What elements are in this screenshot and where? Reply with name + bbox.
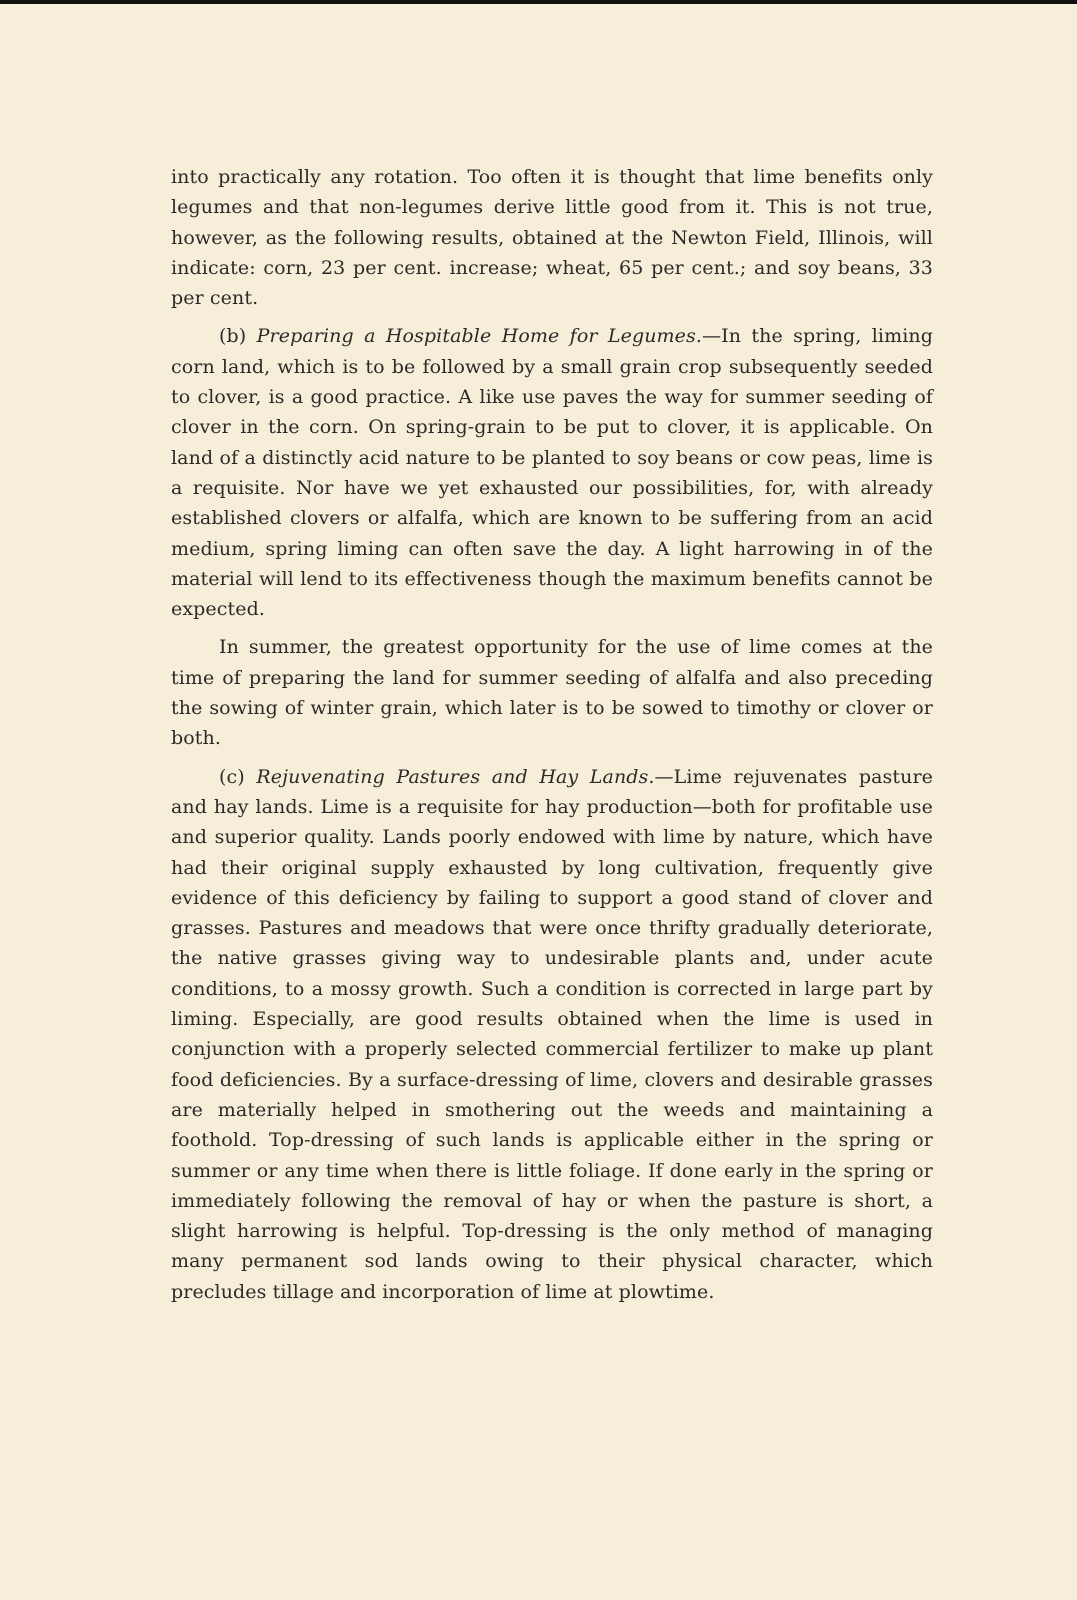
section-label: (b) xyxy=(219,325,257,348)
paragraph-text: —In the spring, liming corn land, which is to be followed by a small grain crop subsequently seeded to clover, is a good practice. A like use paves the way for summer seeding of clover in the corn. On spring-grain to be put to clover, it is applicable. On land of a distinctly acid nature to be planted to soy beans or cow peas, lime is a requisite. Nor have we yet exhausted our possibilities, for, with already established clovers or alfalfa, which are known to be suffering from an acid medium, spring liming can often save the day. A light harrowing in of the material will lend to its effectiveness though the maximum benefits cannot be expected. xyxy=(171,325,934,621)
section-label: (c) xyxy=(219,765,257,788)
paragraph-text: —Lime rejuvenates pasture and hay lands. Lime is a requisite for hay production—both for profitable use and superior quality. Lands poorly endowed with lime by nature, which have had their original supply exhausted by long cultivation, frequently give evidence of this deficiency by failing to support a good stand of clover and grasses. Pastures and meadows that were once thrifty gradually deteriorate, the native grasses giving way to undesirable plants and, under acute conditions, to a mossy growth. Such a condition is corrected in large part by liming. Especially, are good results obtained when the lime is used in conjunction with a properly selected commercial fertilizer to make up plant food deficiencies. By a surface-dressing of lime, clovers and desirable grasses are materially helped in smothering out the weeds and maintaining a foothold. Top-dressing of such lands is applicable either in the spring or summer or any time when there is little foliage. If done early in the spring or immediately following the removal of hay or when the pasture is short, a slight harrowing is helpful. Top-dressing is the only method of managing many permanent sod lands owing to their physical character, which precludes tillage and incorporation of lime at plowtime. xyxy=(171,765,933,1303)
paragraph-text: into practically any rotation. Too often it is thought that lime benefits only legumes and that non-legumes derive little good from it. This is not true, however, as the following results, obtained at the Newton Field, Illinois, will indicate: corn, 23 per cent. increase; wheat, 65 per cent.; and soy beans, 33 per cent. xyxy=(171,166,933,310)
section-heading: Preparing a Hospitable Home for Legumes. xyxy=(256,325,703,348)
paragraph-legumes xyxy=(171,321,933,624)
page-top-edge xyxy=(0,0,1077,4)
body-text xyxy=(171,162,933,1315)
paragraph-summer xyxy=(171,632,933,753)
section-heading: Rejuvenating Pastures and Hay Lands. xyxy=(256,765,655,788)
paragraph-pastures xyxy=(171,762,933,1307)
paragraph-text: In summer, the greatest opportunity for the use of lime comes at the time of preparing the land for summer seeding of alfalfa and also preceding the sowing of winter grain, which later is to be sowed to timothy or clover or both. xyxy=(171,636,933,750)
paragraph-rotation xyxy=(171,162,933,313)
